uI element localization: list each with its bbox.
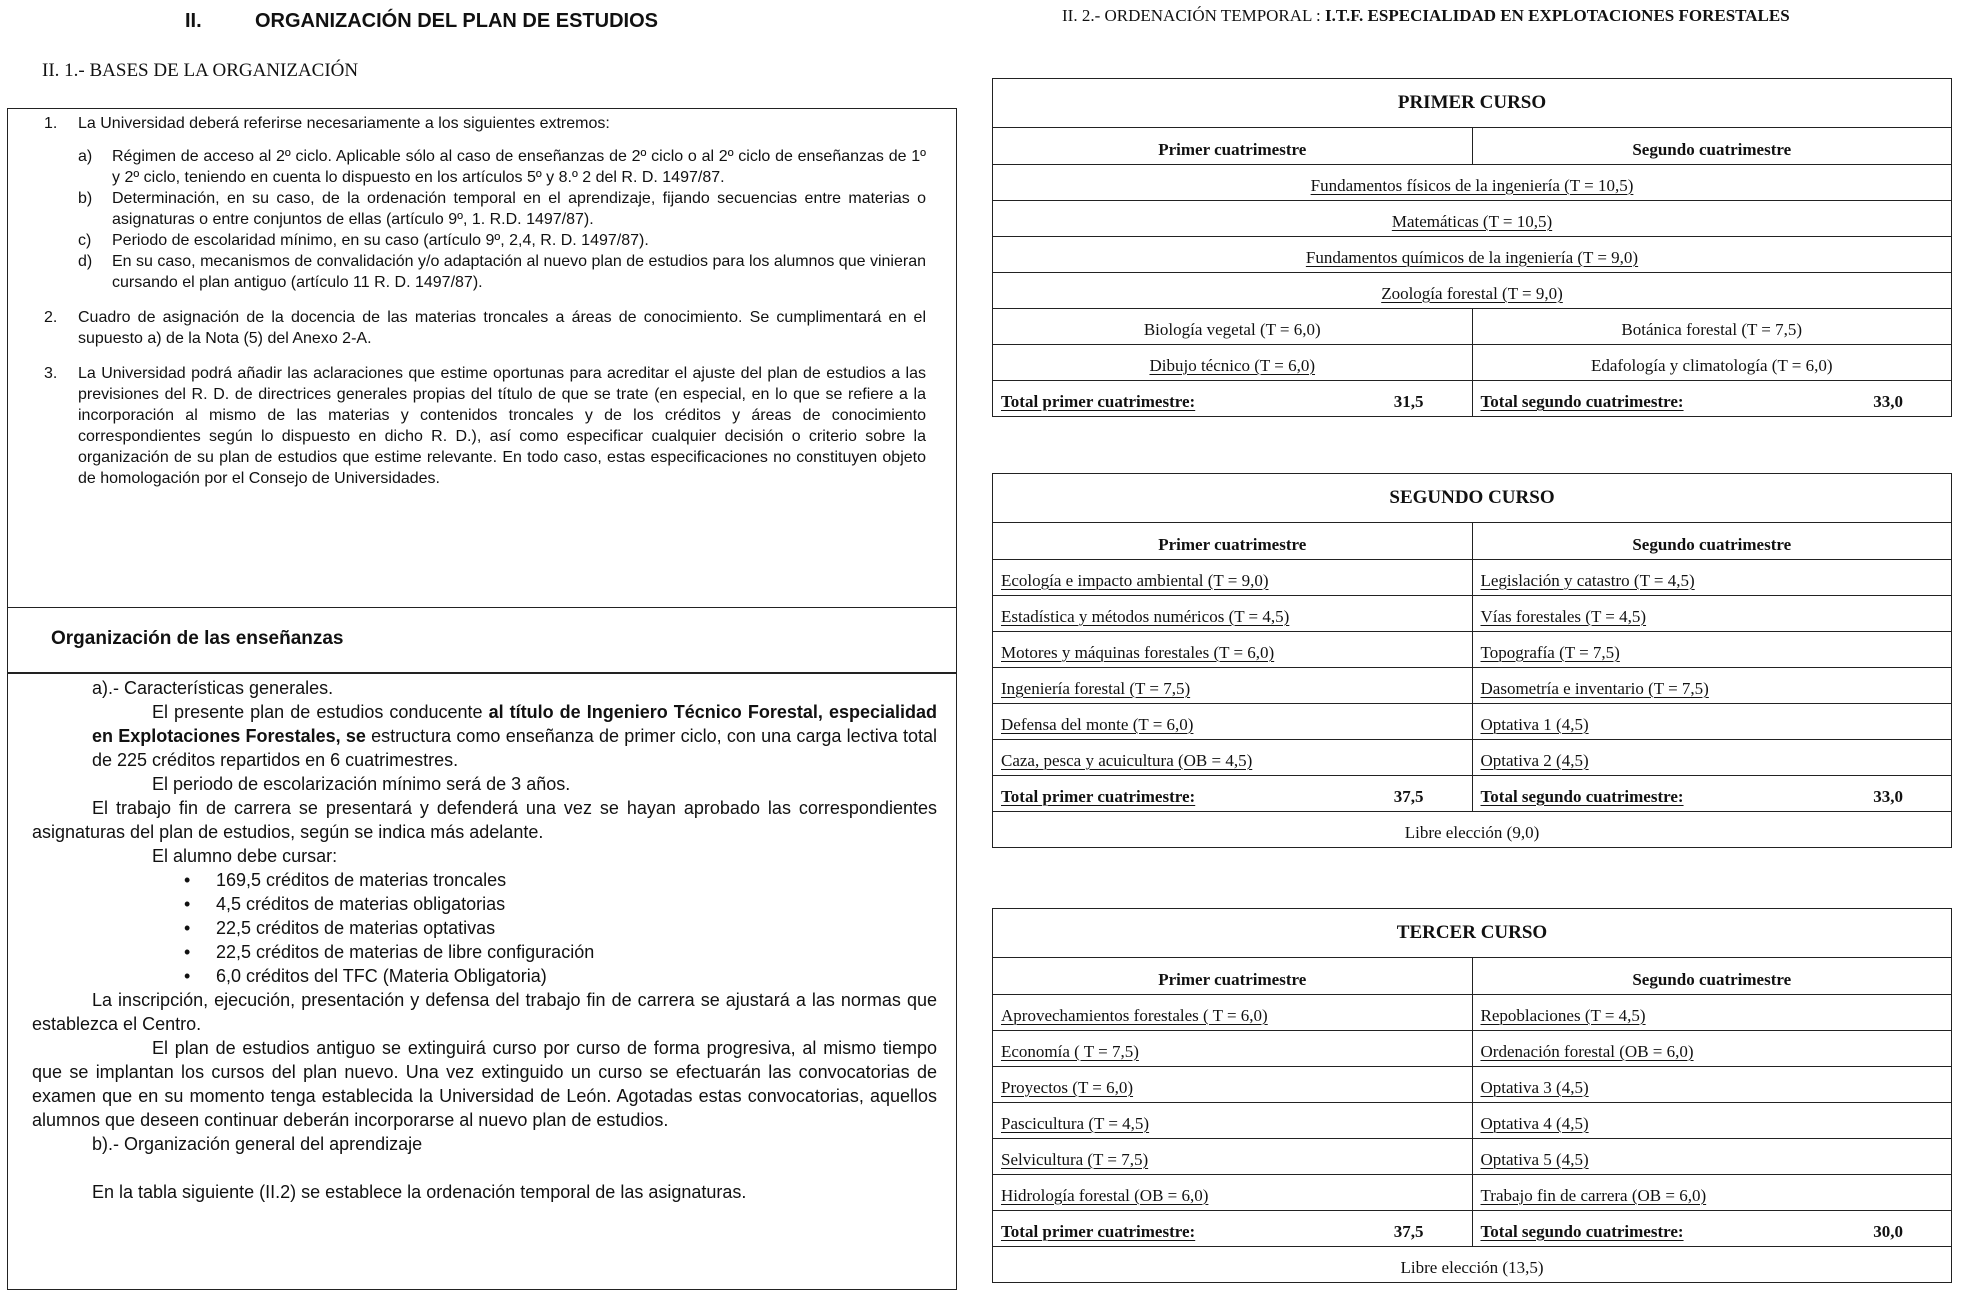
table-cell: Trabajo fin de carrera (OB = 6,0) xyxy=(1472,1174,1951,1210)
sub-item-a: a) Régimen de acceso al 2º ciclo. Aplicable sólo al caso de enseñanzas de 2º ciclo o al 2º ciclo de enseñanzas de 1º y 2º ciclo, teniendo en cuenta lo dispuesto en los artículos 5º y 8.º 2 del R. D. 1497/87. xyxy=(78,148,926,186)
table-cell: Dasometría e inventario (T = 7,5) xyxy=(1472,667,1951,703)
sub-item-d: d) En su caso, mecanismos de convalidación y/o adaptación al nuevo plan de estudios para los alumnos que vinieran cursando el plan antiguo (artículo 11 R. D. 1497/87). xyxy=(78,253,926,291)
table-cell: Edafología y climatología (T = 6,0) xyxy=(1472,344,1951,380)
course-title: SEGUNDO CURSO xyxy=(993,474,1951,523)
section-title: II. ORGANIZACIÓN DEL PLAN DE ESTUDIOS xyxy=(185,10,658,32)
libre-eleccion-row: Libre elección (9,0) xyxy=(993,811,1951,847)
table-cell: Topografía (T = 7,5) xyxy=(1472,631,1951,667)
table-cell: Vías forestales (T = 4,5) xyxy=(1472,595,1951,631)
paragraph-7: En la tabla siguiente (II.2) se establece la ordenación temporal de las asignaturas. xyxy=(92,1182,747,1202)
table-cell: Legislación y catastro (T = 4,5) xyxy=(1472,559,1951,595)
item-3: 3. La Universidad podrá añadir las aclaraciones que estime oportunas para acreditar el ajuste del plan de estudios a las previsiones del R. D. de directrices generales propias del título de que se trate (en especial, en lo que se refiere a la incorporación al mismo de las materias y contenidos troncales y de los créditos y áreas de conocimiento correspondientes según lo dispuesto en dicho R. D.), así como especificar cualquier decisión o criterio sobre la organización de su plan de estudios que estime relevante. En todo caso, estas especificaciones no constituyen objeto de homologación por el Consejo de Universidades. xyxy=(44,365,926,487)
table-row: Matemáticas (T = 10,5) xyxy=(993,200,1951,236)
total-row: Total segundo cuatrimestre: 33,0 xyxy=(1472,380,1951,416)
subsection-title: II. 1.- BASES DE LA ORGANIZACIÓN xyxy=(42,60,359,81)
table-cell: Optativa 1 (4,5) xyxy=(1472,703,1951,739)
table-cell: Ingeniería forestal (T = 7,5) xyxy=(993,667,1472,703)
course-title: PRIMER CURSO xyxy=(993,79,1951,128)
sub-item-b: b) Determinación, en su caso, de la ordenación temporal en el aprendizaje, fijando secuencias entre materias o asignaturas o entre conjuntos de ellas (artículo 9º, 1. R.D. 1497/87). xyxy=(78,190,926,228)
table-cell: Ordenación forestal (OB = 6,0) xyxy=(1472,1030,1951,1066)
table-cell: Optativa 3 (4,5) xyxy=(1472,1066,1951,1102)
libre-eleccion-row: Libre elección (13,5) xyxy=(993,1246,1951,1282)
sub-item-c: c) Periodo de escolaridad mínimo, en su caso (artículo 9º, 2,4, R. D. 1497/87). xyxy=(78,232,649,249)
paragraph-4: El alumno debe cursar: xyxy=(152,846,338,866)
column-header: Primer cuatrimestre xyxy=(993,523,1472,559)
table-cell: Estadística y métodos numéricos (T = 4,5) xyxy=(993,595,1472,631)
column-header: Segundo cuatrimestre xyxy=(1632,969,1792,989)
table-cell: Dibujo técnico (T = 6,0) xyxy=(993,344,1472,380)
list-item: • 22,5 créditos de materias de libre configuración xyxy=(182,940,937,964)
table-cell: Optativa 4 (4,5) xyxy=(1472,1102,1951,1138)
list-item: • 6,0 créditos del TFC (Materia Obligatoria) xyxy=(182,964,937,988)
table-row: Fundamentos químicos de la ingeniería (T = 9,0) xyxy=(993,236,1951,272)
list-item: • 4,5 créditos de materias obligatorias xyxy=(182,892,937,916)
total-row: Total segundo cuatrimestre: 33,0 xyxy=(1472,775,1951,811)
table-cell: Optativa 5 (4,5) xyxy=(1472,1138,1951,1174)
table-cell: Motores y máquinas forestales (T = 6,0) xyxy=(993,631,1472,667)
table-cell: Defensa del monte (T = 6,0) xyxy=(993,703,1472,739)
paragraph-3: El trabajo fin de carrera se presentará y defenderá una vez se hayan aprobado las correspondientes asignaturas del plan de estudios, según se indica más adelante. xyxy=(32,798,937,842)
table-row: Zoología forestal (T = 9,0) xyxy=(993,272,1951,308)
item-1: 1. La Universidad deberá referirse necesariamente a los siguientes extremos: xyxy=(44,115,610,132)
total-row: Total primer cuatrimestre: 37,5 xyxy=(993,775,1472,811)
organizacion-heading: Organización de las enseñanzas xyxy=(51,628,344,649)
total-row: Total primer cuatrimestre: 31,5 xyxy=(993,380,1472,416)
column-header: Segundo cuatrimestre xyxy=(1632,139,1792,159)
table-cell: Ecología e impacto ambiental (T = 9,0) xyxy=(993,559,1472,595)
table-cell: Caza, pesca y acuicultura (OB = 4,5) xyxy=(993,739,1472,775)
table-cell: Selvicultura (T = 7,5) xyxy=(993,1138,1472,1174)
b-heading: b).- Organización general del aprendizaje xyxy=(92,1134,423,1154)
segundo-curso-table xyxy=(992,473,1952,848)
table-cell: Hidrología forestal (OB = 6,0) xyxy=(993,1174,1472,1210)
organizacion-heading-box xyxy=(7,608,957,673)
table-cell: Pascicultura (T = 4,5) xyxy=(993,1102,1472,1138)
table-cell: Biología vegetal (T = 6,0) xyxy=(993,308,1472,344)
credits-list xyxy=(32,868,937,988)
paragraph-1: El presente plan de estudios conducente al título de Ingeniero Técnico Forestal, especialidad en Explotaciones Forestales, se estructura como enseñanza de primer ciclo, con una carga lectiva total de 225 créditos repartidos en 6 cuatrimestres. xyxy=(92,702,937,770)
column-header: Segundo cuatrimestre xyxy=(1632,534,1792,554)
table-cell: Economía ( T = 7,5) xyxy=(993,1030,1472,1066)
primer-curso-table xyxy=(992,78,1952,417)
a-heading: a).- Características generales. xyxy=(92,678,334,698)
organizacion-box xyxy=(7,673,957,1290)
total-row: Total segundo cuatrimestre: 30,0 xyxy=(1472,1210,1951,1246)
column-header: Primer cuatrimestre xyxy=(993,958,1472,994)
paragraph-2: El periodo de escolarización mínimo será de 3 años. xyxy=(152,774,571,794)
table-cell: Aprovechamientos forestales ( T = 6,0) xyxy=(993,994,1472,1030)
table-cell: Optativa 2 (4,5) xyxy=(1472,739,1951,775)
paragraph-6: El plan de estudios antiguo se extinguirá curso por curso de forma progresiva, al mismo tiempo que se implantan los cursos del plan nuevo. Una vez extinguido un curso se efectuarán las convocatorias de examen que en su momento tenga establecida la Universidad de León. Agotadas estas convocatorias, aquellos alumnos que deseen continuar deberán incorporarse al nuevo plan de estudios. xyxy=(32,1038,937,1130)
total-row: Total primer cuatrimestre: 37,5 xyxy=(993,1210,1472,1246)
bases-box xyxy=(7,108,957,608)
table-row: Fundamentos físicos de la ingeniería (T = 10,5) xyxy=(993,164,1951,200)
table-cell: Botánica forestal (T = 7,5) xyxy=(1472,308,1951,344)
table-cell: Proyectos (T = 6,0) xyxy=(993,1066,1472,1102)
paragraph-5: La inscripción, ejecución, presentación y defensa del trabajo fin de carrera se ajustará a las normas que establezca el Centro. xyxy=(32,990,937,1034)
column-header: Primer cuatrimestre xyxy=(993,128,1472,164)
list-item: • 22,5 créditos de materias optativas xyxy=(182,916,937,940)
ordenacion-title: II. 2.- ORDENACIÓN TEMPORAL : I.T.F. ESPECIALIDAD EN EXPLOTACIONES FORESTALES xyxy=(1062,6,1790,25)
tercer-curso-table xyxy=(992,908,1952,1283)
item-2: 2. Cuadro de asignación de la docencia de las materias troncales a áreas de conocimiento. Se cumplimentará en el supuesto a) de la Nota (5) del Anexo 2-A. xyxy=(44,309,926,347)
table-cell: Repoblaciones (T = 4,5) xyxy=(1472,994,1951,1030)
course-title: TERCER CURSO xyxy=(993,909,1951,958)
list-item: • 169,5 créditos de materias troncales xyxy=(182,868,937,892)
